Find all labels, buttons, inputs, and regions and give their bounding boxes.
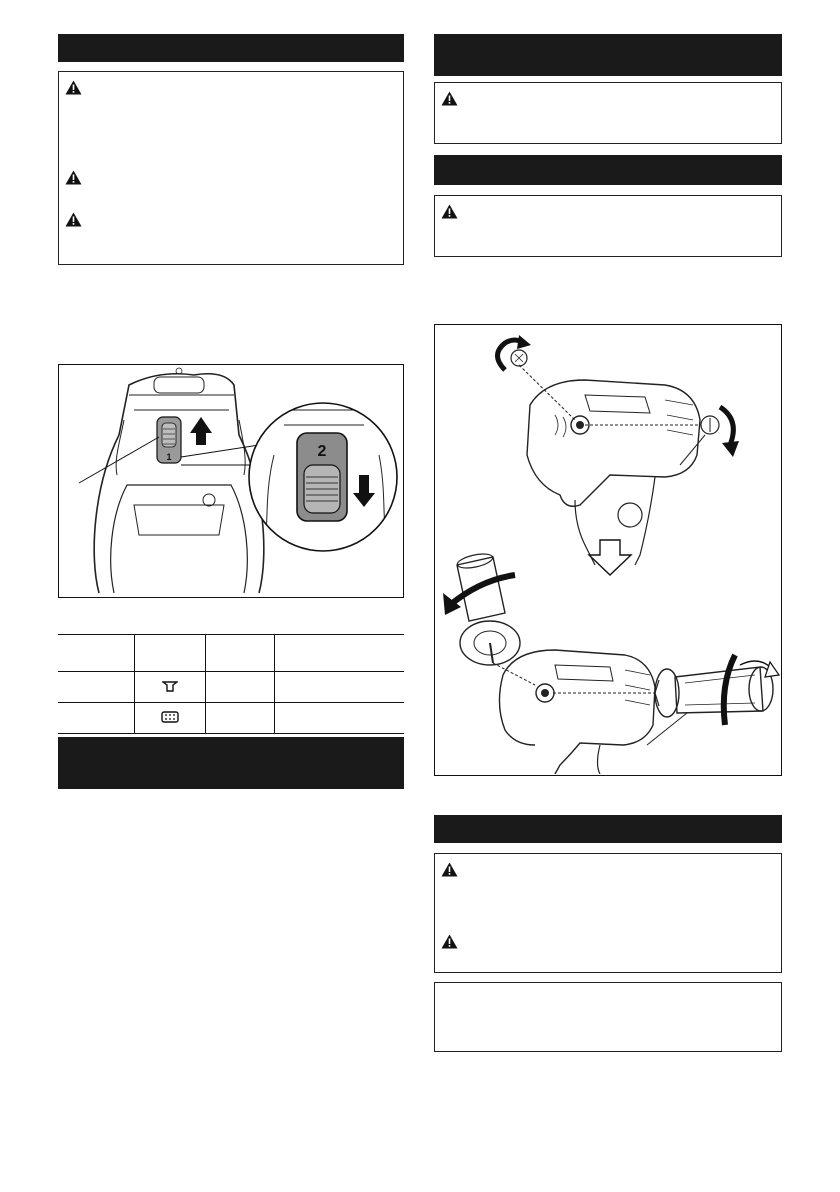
side-grip-figure xyxy=(434,324,782,776)
warning-triangle-icon xyxy=(65,80,82,95)
speed-table xyxy=(58,634,404,734)
rotate-arrow-icon xyxy=(720,407,733,445)
warning-triangle-icon xyxy=(441,862,458,877)
side-grip-illustration xyxy=(435,325,780,774)
warning-triangle-icon xyxy=(441,91,458,106)
warning-triangle-icon xyxy=(441,934,458,949)
section-header-bar-1 xyxy=(58,34,404,62)
warning-triangle-icon xyxy=(441,204,458,219)
speed-high-symbol-icon xyxy=(161,711,179,726)
speed-low-symbol-icon xyxy=(162,680,178,695)
rotate-arrow-icon xyxy=(724,655,735,725)
side-grip-right xyxy=(655,667,773,717)
caution-box-3 xyxy=(434,195,782,257)
section-header-bar-2 xyxy=(58,737,404,789)
switch-label-high: 2 xyxy=(317,443,327,460)
bottom-clipped-text-strip xyxy=(0,1186,840,1192)
section-header-bar-3 xyxy=(434,34,782,76)
caution-box-4 xyxy=(434,853,782,973)
warning-triangle-icon xyxy=(65,212,82,227)
caution-box-1 xyxy=(58,71,404,265)
table-row xyxy=(58,672,404,703)
notice-box xyxy=(434,982,782,1052)
speed-switch-illustration xyxy=(59,365,402,596)
tool-body-bottom xyxy=(499,650,655,774)
table-row xyxy=(58,635,404,672)
section-header-bar-4 xyxy=(434,155,782,185)
caution-box-2 xyxy=(434,82,782,144)
warning-triangle-icon xyxy=(65,170,82,185)
table-row xyxy=(58,703,404,734)
side-grip-left xyxy=(456,551,520,665)
down-arrow-icon xyxy=(589,540,631,575)
section-header-bar-5 xyxy=(434,815,782,843)
tool-body-top xyxy=(527,380,700,565)
switch-label-low: 1 xyxy=(166,452,172,462)
speed-switch-figure xyxy=(58,364,404,598)
